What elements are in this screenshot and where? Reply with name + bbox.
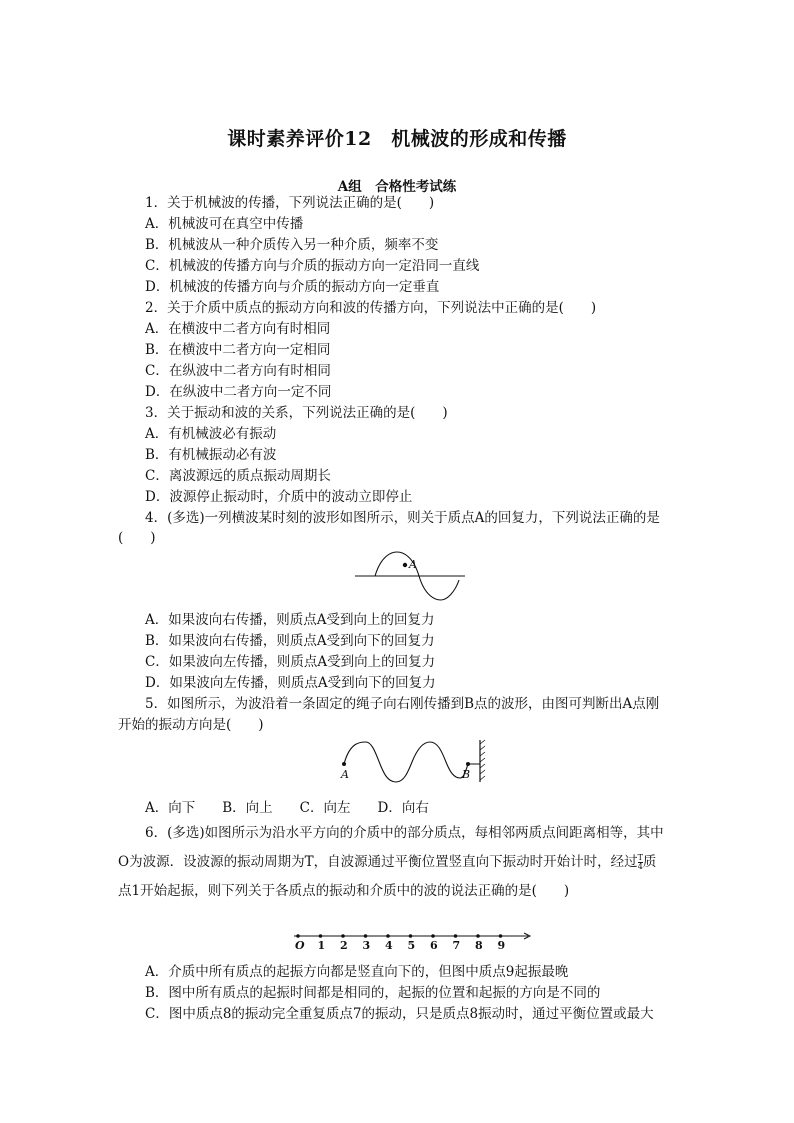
q4-stem-line1: 4．(多选)一列横波某时刻的波形如图所示，则关于质点A的回复力，下列说法正确的是 bbox=[145, 510, 660, 526]
q1-option-b: B．机械波从一种介质传入另一种介质，频率不变 bbox=[145, 237, 439, 253]
q3-option-c: C．离波源远的质点振动周期长 bbox=[145, 468, 331, 484]
q2-option-d: D．在纵波中二者方向一定不同 bbox=[145, 384, 332, 400]
q6-axis-label-9: 9 bbox=[497, 939, 506, 952]
q6-axis-label-3: 3 bbox=[362, 939, 371, 952]
q1-option-a: A．机械波可在真空中传播 bbox=[145, 216, 304, 232]
q4-point-a bbox=[403, 563, 407, 567]
q4-option-d: D．如果波向左传播，则质点A受到向下的回复力 bbox=[145, 675, 436, 691]
q6-stem-line1: 6．(多选)如图所示为沿水平方向的介质中的部分质点，每相邻两质点间距离相等，其中 bbox=[145, 825, 664, 841]
q6-point-5 bbox=[409, 934, 413, 938]
q5-label-b: B bbox=[462, 768, 471, 781]
q1-option-c: C．机械波的传播方向与介质的振动方向一定沿同一直线 bbox=[145, 258, 480, 274]
page-title: 课时素养评价12 机械波的形成和传播 bbox=[227, 128, 567, 150]
q6-frac-den: 4 bbox=[637, 862, 643, 871]
q6-option-c: C．图中质点8的振动完全重复质点7的振动，只是质点8振动时，通过平衡位置或最大 bbox=[145, 1006, 654, 1022]
q5-stem-line1: 5．如图所示，为波沿着一条固定的绳子向右刚传播到B点的波形，由图可判断出A点刚 bbox=[145, 696, 660, 712]
q6-point-1 bbox=[319, 934, 323, 938]
q2-option-b: B．在横波中二者方向一定相同 bbox=[145, 342, 331, 358]
q6-axis-label-8: 8 bbox=[475, 939, 483, 952]
q6-axis-label-5: 5 bbox=[407, 939, 416, 952]
q6-point-9 bbox=[499, 934, 503, 938]
q3-stem: 3．关于振动和波的关系，下列说法正确的是( ) bbox=[145, 405, 448, 421]
q4-option-b: B．如果波向右传播，则质点A受到向下的回复力 bbox=[145, 633, 435, 649]
q6-point-2 bbox=[341, 934, 345, 938]
q3-option-d: D．波源停止振动时，介质中的波动立即停止 bbox=[145, 489, 413, 505]
q6-axis-label-1: 1 bbox=[317, 939, 326, 952]
section-heading: A组 合格性考试练 bbox=[337, 179, 457, 195]
q5-stem-line2: 开始的振动方向是( ) bbox=[118, 717, 264, 733]
q6-axis-label-6: 6 bbox=[430, 939, 438, 952]
q6-stem-line2-a: O为波源．设波源的振动周期为T，自波源通过平衡位置竖直向下振动时开始计时，经过 bbox=[118, 854, 638, 870]
q6-axis-figure bbox=[288, 928, 533, 952]
q5-rope-figure bbox=[336, 738, 488, 784]
q5-options: A．向下 B．向上 C．向左 D．向右 bbox=[145, 800, 429, 816]
q4-wave-figure bbox=[355, 548, 467, 606]
q6-axis-label-7: 7 bbox=[452, 939, 461, 952]
q6-point-6 bbox=[431, 934, 435, 938]
q2-option-c: C．在纵波中二者方向有时相同 bbox=[145, 363, 331, 379]
q1-option-d: D．机械波的传播方向与介质的振动方向一定垂直 bbox=[145, 279, 440, 295]
q4-option-a: A．如果波向右传播，则质点A受到向上的回复力 bbox=[145, 612, 435, 628]
q6-axis-label-4: 4 bbox=[385, 939, 393, 952]
q4-stem-line2: ( ) bbox=[118, 530, 156, 546]
q4-label-a: A bbox=[409, 558, 417, 571]
q4-option-c: C．如果波向左传播，则质点A受到向上的回复力 bbox=[145, 654, 436, 670]
q3-option-b: B．有机械振动必有波 bbox=[145, 447, 277, 463]
q6-point-7 bbox=[454, 934, 458, 938]
q6-point-4 bbox=[386, 934, 390, 938]
q6-axis-label-2: 2 bbox=[340, 939, 348, 952]
q6-point-8 bbox=[476, 934, 480, 938]
q6-axis-label-O: O bbox=[295, 939, 305, 952]
q6-frac-num: T bbox=[637, 853, 643, 862]
q5-point-a bbox=[342, 762, 346, 766]
q6-point-O bbox=[296, 934, 300, 938]
q6-point-3 bbox=[364, 934, 368, 938]
q5-label-a: A bbox=[341, 768, 349, 781]
q6-stem-line2-b: 质 bbox=[642, 854, 657, 870]
q2-stem: 2．关于介质中质点的振动方向和波的传播方向，下列说法中正确的是( ) bbox=[145, 300, 597, 316]
q5-wave-curve bbox=[344, 742, 471, 782]
q2-option-a: A．在横波中二者方向有时相同 bbox=[145, 321, 331, 337]
q6-stem-line2 bbox=[118, 852, 656, 872]
q6-stem-line3: 点1开始起振，则下列关于各质点的振动和介质中的波的说法正确的是( ) bbox=[118, 883, 570, 899]
q5-point-b bbox=[466, 762, 470, 766]
q3-option-a: A．有机械波必有振动 bbox=[145, 426, 277, 442]
q1-stem: 1．关于机械波的传播，下列说法正确的是( ) bbox=[145, 195, 435, 211]
q5-wall-hatch bbox=[480, 740, 485, 780]
q6-option-a: A．介质中所有质点的起振方向都是竖直向下的，但图中质点9起振最晚 bbox=[145, 964, 569, 980]
q6-option-b: B．图中所有质点的起振时间都是相同的，起振的位置和起振的方向是不同的 bbox=[145, 985, 601, 1001]
